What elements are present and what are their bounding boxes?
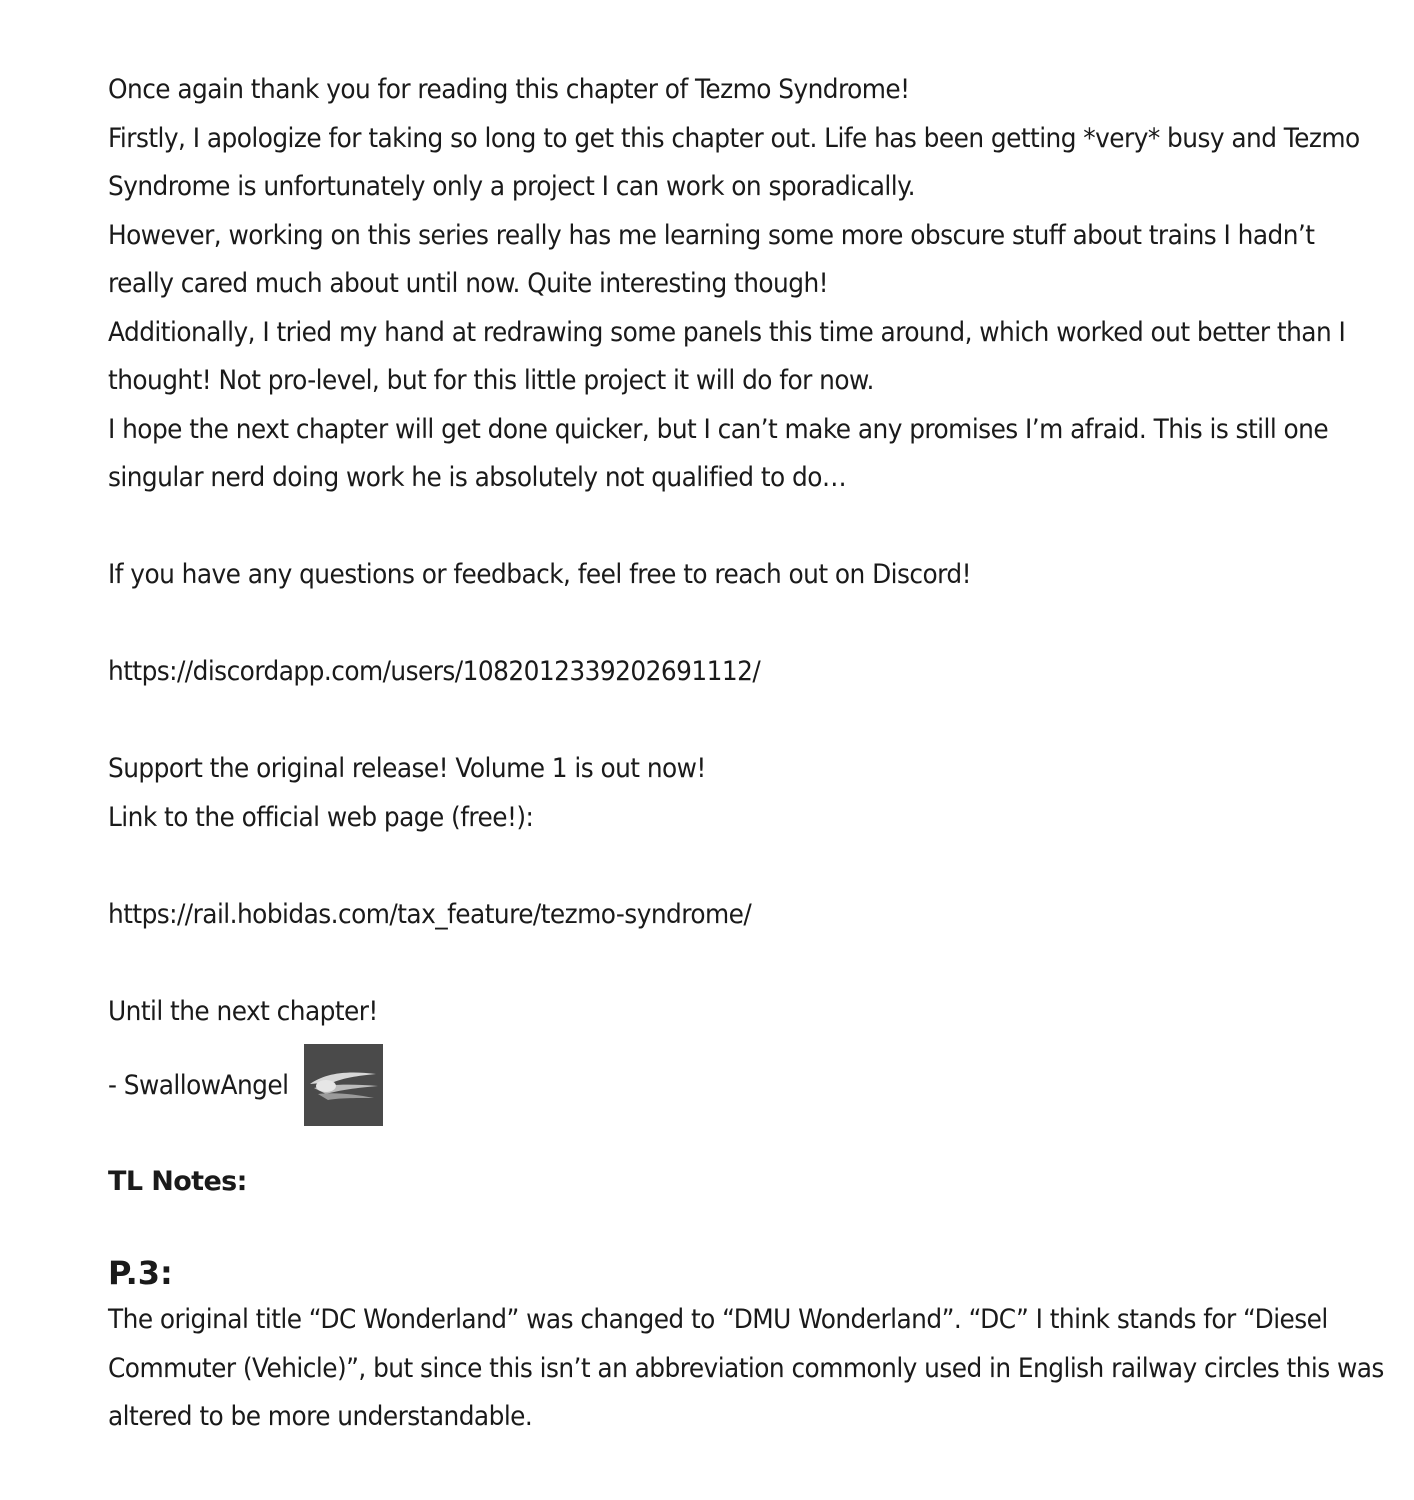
spacer bbox=[108, 503, 1338, 552]
spacer bbox=[108, 939, 1338, 988]
signature-text: - SwallowAngel bbox=[108, 1070, 289, 1101]
tl-note-line: altered to be more understandable. bbox=[108, 1401, 533, 1432]
afterword-line: thought! Not pro-level, but for this little project it will do for now. bbox=[108, 365, 874, 396]
official-link[interactable]: https://rail.hobidas.com/tax_feature/tezmo-syndrome/ bbox=[108, 898, 752, 930]
feedback-text: If you have any questions or feedback, feel free to reach out on Discord! bbox=[108, 559, 972, 590]
afterword-line: Firstly, I apologize for taking so long to get this chapter out. Life has been getting *very* busy and Tezmo bbox=[108, 122, 1360, 154]
page-marker: P.3: bbox=[108, 1254, 173, 1292]
spacer bbox=[108, 697, 1338, 746]
afterword-line: However, working on this series really has me learning some more obscure stuff about trains I hadn’t bbox=[108, 219, 1315, 251]
signature-row bbox=[108, 1044, 1338, 1140]
spacer bbox=[108, 600, 1338, 649]
spacer bbox=[108, 842, 1338, 891]
afterword-page bbox=[108, 66, 1384, 1442]
afterword-line: Once again thank you for reading this chapter of Tezmo Syndrome! bbox=[108, 74, 910, 105]
tl-note-line: The original title “DC Wonderland” was changed to “DMU Wonderland”. “DC” I think stands for “Diesel bbox=[108, 1304, 1328, 1335]
afterword-line: Additionally, I tried my hand at redrawing some panels this time around, which worked out better than I bbox=[108, 316, 1346, 348]
support-text: Support the original release! Volume 1 is out now! bbox=[108, 753, 706, 784]
discord-link[interactable]: https://discordapp.com/users/1082012339202691112/ bbox=[108, 656, 761, 687]
afterword-line: really cared much about until now. Quite interesting though! bbox=[108, 268, 829, 299]
afterword-line: Syndrome is unfortunately only a project I can work on sporadically. bbox=[108, 171, 916, 202]
swallow-logo-icon bbox=[304, 1044, 383, 1126]
afterword-line: singular nerd doing work he is absolutely not qualified to do… bbox=[108, 462, 847, 493]
tl-notes-heading: TL Notes: bbox=[108, 1166, 247, 1197]
tl-note-line: Commuter (Vehicle)”, but since this isn’t an abbreviation commonly used in English railway circles this was bbox=[108, 1352, 1384, 1384]
link-intro-text: Link to the official web page (free!): bbox=[108, 801, 534, 833]
afterword-line: I hope the next chapter will get done quicker, but I can’t make any promises I’m afraid. This is still one bbox=[108, 413, 1329, 445]
closing-text: Until the next chapter! bbox=[108, 995, 378, 1027]
